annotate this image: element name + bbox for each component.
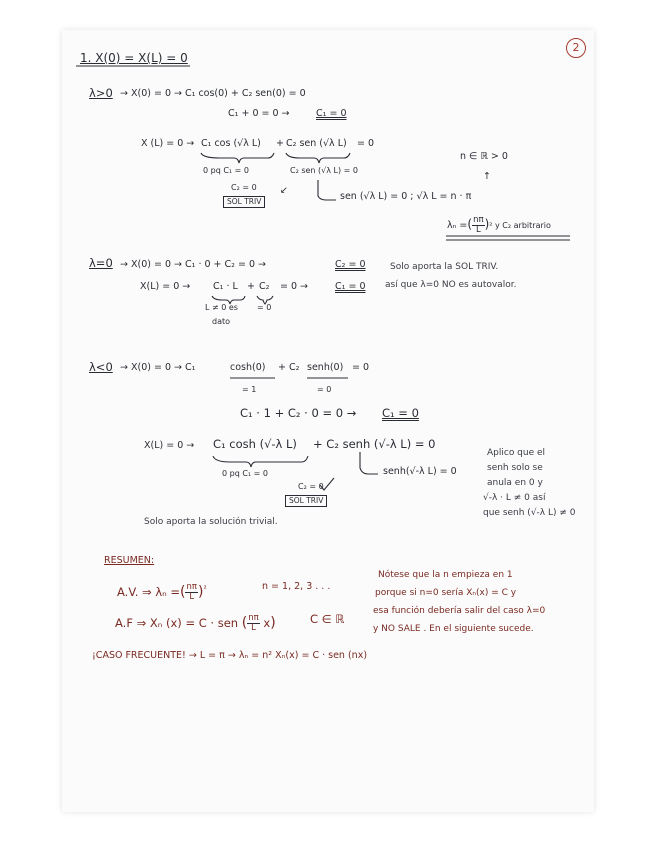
summary-note-4: y NO SALE . En el siguiente sucede. (373, 624, 534, 634)
summary-note-2: porque si n=0 sería Xₙ(x) = C y (375, 588, 517, 598)
summary-heading: RESUMEN: (104, 555, 155, 566)
case-positive-under1: 0 pq C₁ = 0 (203, 166, 250, 175)
summary-af-label: A.F ⇒ (115, 615, 147, 630)
summary-av-range: n = 1, 2, 3 . . . (262, 581, 331, 592)
case-negative-line1: → X(0) = 0 → C₁ (120, 362, 196, 373)
case-negative-line1-end: = 0 (352, 362, 370, 373)
case-zero-line2-term1: C₁ · L (213, 281, 238, 292)
case-negative-conclusion: Solo aporta la solución trivial. (144, 517, 278, 527)
summary-note-1: Nótese que la n empieza en 1 (378, 570, 513, 580)
case-positive-line3-end: = 0 (357, 138, 375, 149)
case-positive-line3-term1: C₁ cos (√λ L) (201, 138, 261, 149)
case-zero-line1: → X(0) = 0 → C₁ · 0 + C₂ = 0 → (120, 259, 266, 270)
case-zero-under1b: dato (212, 317, 231, 326)
case-negative-note-4: √-λ · L ≠ 0 así (483, 493, 546, 503)
summary-frequent-case: ¡CASO FRECUENTE! → L = π → λₙ = n² Xₙ(x) = C · sen (nx) (92, 650, 368, 661)
case-zero-line2-end: = 0 → (280, 281, 309, 292)
case-positive-line3-plus: + (276, 138, 284, 149)
case-negative-line2-result: C₁ = 0 (382, 406, 419, 420)
case-positive-arrow-up: ↑ (483, 171, 491, 182)
arrow-negative-branch (360, 452, 378, 474)
summary-af-lhs: Xₙ (x) = C · sen (149, 615, 239, 630)
case-zero-line2-term2: C₂ (259, 281, 270, 292)
summary-av-lhs: λₙ = (155, 584, 180, 599)
case-zero-line2-result: C₁ = 0 (335, 281, 366, 292)
brace-zero-2 (257, 296, 273, 304)
case-positive-line3-start: X (L) = 0 → (141, 138, 195, 149)
check-negative (320, 478, 334, 490)
lambda-n-lhs: λₙ = (447, 219, 468, 231)
case-zero-heading: λ=0 (89, 256, 113, 270)
case-negative-branch: senh(√-λ L) = 0 (383, 466, 457, 477)
case-positive-sol-triv-box: SOL TRIV (223, 196, 265, 208)
case-negative-note-5: que senh (√-λ L) ≠ 0 (483, 508, 576, 518)
case-negative-heading: λ<0 (89, 360, 113, 374)
problem-title: 1. X(0) = X(L) = 0 (80, 51, 188, 65)
case-positive-c2-zero: C₂ = 0 (231, 183, 257, 192)
page-number: 2 (566, 38, 586, 58)
case-positive-check-mark: ↙ (280, 185, 288, 196)
case-negative-line1-mid: + C₂ (278, 362, 300, 373)
case-positive-line1: → X(0) = 0 → C₁ cos(0) + C₂ sen(0) = 0 (120, 88, 306, 99)
case-zero-note2: así que λ=0 NO es autovalor. (385, 280, 517, 290)
case-negative-senh: senh(0) (307, 362, 344, 373)
summary-note-3: esa función debería salir del caso λ=0 (373, 606, 546, 616)
case-positive-under2: C₂ sen (√λ L) = 0 (290, 166, 358, 175)
case-negative-under-cosh: = 1 (242, 385, 257, 394)
arrow-positive-branch (318, 180, 336, 200)
case-negative-line3-end: + C₂ senh (√-λ L) = 0 (313, 437, 436, 451)
case-zero-under1: L ≠ 0 es (205, 303, 238, 312)
case-positive-lambda-n: λₙ =( $\frac{n\pi}{L}$ )² y C₂ arbitrario (447, 215, 551, 235)
case-negative-note-3: anula en 0 y (487, 478, 543, 488)
case-negative-cosh: cosh(0) (230, 362, 266, 373)
case-negative-line2: C₁ · 1 + C₂ · 0 = 0 → (240, 406, 357, 420)
case-negative-under1: 0 pq C₁ = 0 (222, 469, 269, 478)
summary-av-exp: ² (203, 584, 207, 594)
summary-af-line: A.F ⇒ Xₙ (x) = C · sen ( $\frac{n\pi}{L}$ x) (115, 613, 276, 633)
case-negative-note-2: senh solo se (487, 463, 543, 473)
case-positive-heading: λ>0 (89, 86, 113, 100)
case-negative-line3-term1: C₁ cosh (√-λ L) (213, 437, 297, 451)
summary-av-label: A.V. ⇒ (117, 584, 152, 599)
summary-af-fraction: $\frac{n\pi}{L}$ (248, 613, 259, 633)
brace-positive-2 (286, 153, 350, 163)
brace-negative-1 (213, 456, 308, 467)
case-zero-note1: Solo aporta la SOL TRIV. (390, 262, 499, 272)
summary-af-x: x (263, 615, 271, 630)
lambda-n-rhs: ² y C₂ arbitrario (489, 220, 551, 230)
case-negative-note-1: Aplico que el (487, 448, 546, 458)
summary-av-fraction: $\frac{n\pi}{L}$ (186, 582, 197, 602)
case-negative-sol-triv-box: SOL TRIV (285, 495, 327, 507)
case-positive-n-domain: n ∈ ℝ > 0 (460, 151, 508, 162)
case-negative-line3-start: X(L) = 0 → (144, 440, 195, 451)
case-positive-line2: C₁ + 0 = 0 → (228, 108, 290, 119)
case-positive-line2-result: C₁ = 0 (316, 108, 347, 119)
case-zero-under2: = 0 (257, 303, 272, 312)
case-zero-line1-result: C₂ = 0 (335, 259, 366, 270)
case-negative-c2-zero: C₂ = 0 (298, 482, 324, 491)
summary-af-const: C ∈ ℝ (310, 612, 345, 626)
case-zero-line2-mid: + (247, 281, 255, 292)
lambda-n-fraction: $\frac{n\pi}{L}$ (473, 215, 484, 235)
case-positive-branch: sen (√λ L) = 0 ; √λ L = n · π (340, 191, 472, 202)
case-zero-line2-start: X(L) = 0 → (140, 281, 191, 292)
brace-positive-1 (201, 153, 274, 163)
case-negative-under-senh: = 0 (317, 385, 332, 394)
case-positive-line3-term2: C₂ sen (√λ L) (286, 138, 347, 149)
summary-av-line: A.V. ⇒ λₙ =( $\frac{n\pi}{L}$ )$^{^2}$ (117, 582, 207, 602)
brace-zero-1 (212, 296, 245, 304)
